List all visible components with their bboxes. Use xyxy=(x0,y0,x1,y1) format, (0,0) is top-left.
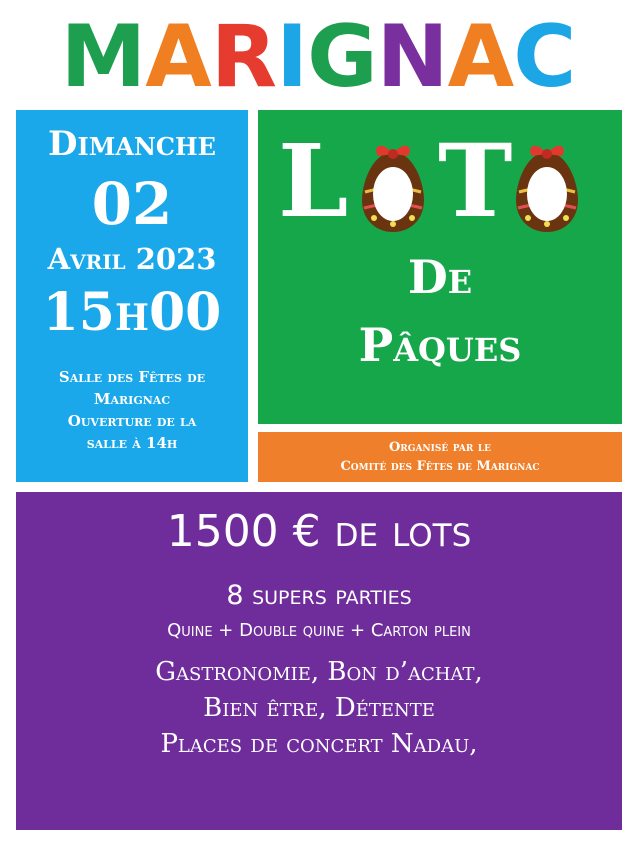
organizer-line: Organisé par le xyxy=(388,440,492,455)
title-letter: R xyxy=(210,7,277,107)
prizes-rules: Quine + Double quine + Carton plein xyxy=(167,620,471,641)
prizes-parties: 8 supers parties xyxy=(226,580,412,611)
title-letter: N xyxy=(376,7,448,107)
event-time: 15h00 xyxy=(42,282,222,343)
prizes-panel xyxy=(16,492,622,830)
loto-letter-t: T xyxy=(438,122,513,240)
prize-line: Bien être, Détente xyxy=(203,693,435,723)
event-day: Dimanche xyxy=(48,124,216,164)
event-day-number: 02 xyxy=(91,170,173,238)
organizer-line: Comité des Fêtes de Marignac xyxy=(340,459,540,474)
date-panel xyxy=(16,110,248,482)
prizes-list xyxy=(16,654,622,762)
event-venue xyxy=(24,366,240,454)
venue-line: Marignac xyxy=(93,390,171,408)
title-letter: G xyxy=(307,7,377,107)
easter-egg-icon xyxy=(510,134,584,234)
prize-line: Places de concert Nadau, xyxy=(160,729,478,759)
organizer-panel xyxy=(258,432,622,482)
organizer-text xyxy=(258,438,622,476)
title-letter: A xyxy=(145,7,211,107)
easter-egg-icon xyxy=(356,134,430,234)
title-letter: A xyxy=(447,7,514,107)
event-month-year: Avril 2023 xyxy=(47,242,217,276)
title-letter: C xyxy=(513,7,576,107)
loto-letter-l: L xyxy=(278,122,349,240)
venue-line: Salle des Fêtes de xyxy=(58,368,206,386)
title-letter: I xyxy=(276,7,308,107)
venue-line: salle à 14h xyxy=(86,434,178,452)
loto-panel xyxy=(258,110,622,424)
loto-heading xyxy=(258,122,622,240)
venue-line: Ouverture de la xyxy=(67,412,197,430)
title-letter: M xyxy=(60,7,146,107)
loto-subtitle-paques: Pâques xyxy=(358,318,522,372)
prizes-total: 1500 € de lots xyxy=(166,506,472,557)
marignac-title xyxy=(0,8,636,106)
prize-line: Gastronomie, Bon d’achat, xyxy=(155,657,483,687)
loto-subtitle-de: De xyxy=(407,250,473,304)
